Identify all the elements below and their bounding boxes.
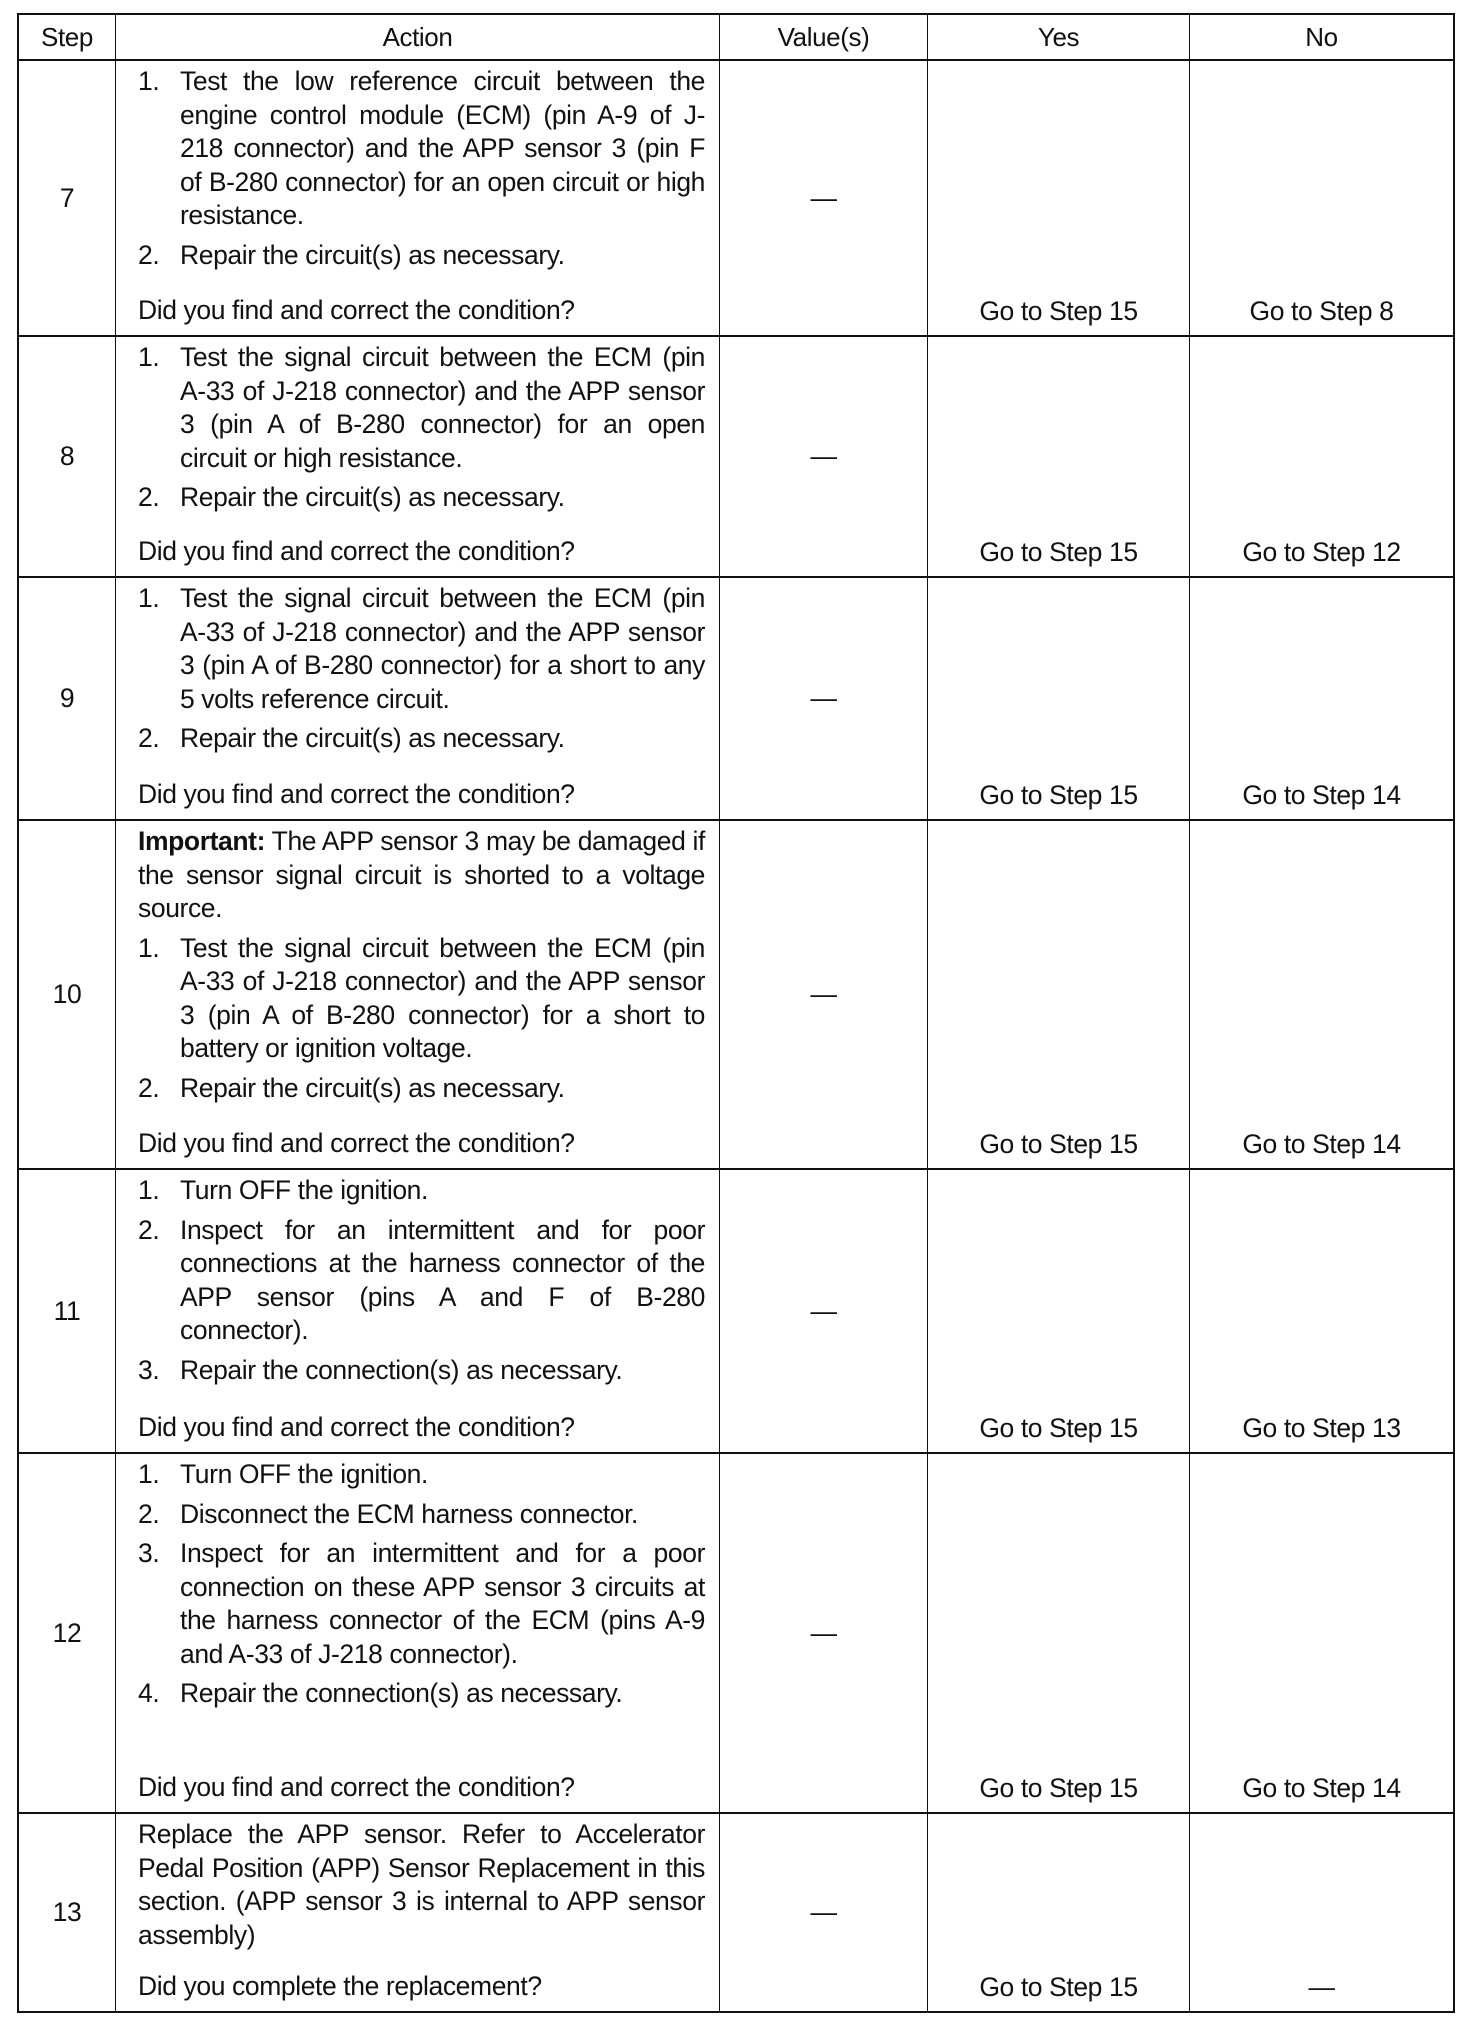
- value-cell: —: [719, 1814, 927, 2011]
- header-yes: Yes: [927, 15, 1189, 59]
- header-values: Value(s): [719, 15, 927, 59]
- step-index: 1.: [138, 66, 160, 96]
- table-row: [19, 59, 1453, 335]
- action-step: [138, 1458, 705, 1492]
- action-step: [138, 1174, 705, 1208]
- step-index: 4.: [138, 1678, 160, 1708]
- action-step: [138, 1537, 705, 1671]
- step-index: 2.: [138, 1214, 160, 1245]
- header-action: Action: [115, 15, 719, 59]
- action-step: [138, 1498, 705, 1532]
- action-note: [138, 825, 705, 926]
- table-row: [19, 1812, 1453, 2011]
- step-index: 2.: [138, 1072, 160, 1103]
- diagnostic-table: [17, 13, 1455, 2013]
- action-step: [138, 722, 705, 756]
- action-cell: [115, 1454, 719, 1812]
- step-index: 2.: [138, 1498, 160, 1529]
- step-index: 1.: [138, 1175, 160, 1205]
- action-note: [138, 1818, 705, 1952]
- yes-cell: Go to Step 15: [927, 61, 1189, 335]
- yes-cell: Go to Step 15: [927, 337, 1189, 576]
- step-text: Repair the circuit(s) as necessary.: [180, 239, 565, 270]
- question: Did you find and correct the condition?: [138, 535, 575, 566]
- value-cell: —: [719, 578, 927, 819]
- step-text: Inspect for an intermittent and for a poor connection on these APP sensor 3 circuits at the harness connector of the ECM (pins A-9 and A-33 of J-218 connector).: [180, 1538, 705, 1669]
- table-header: [19, 15, 1453, 59]
- action-step: [138, 1354, 705, 1388]
- table-row: [19, 576, 1453, 819]
- step-text: Repair the circuit(s) as necessary.: [180, 723, 565, 753]
- step-index: 1.: [138, 1459, 160, 1489]
- step-text: Repair the connection(s) as necessary.: [180, 1678, 623, 1708]
- table-row: [19, 819, 1453, 1168]
- value-cell: —: [719, 821, 927, 1168]
- step-number: 13: [52, 1897, 82, 1927]
- step-text: Test the signal circuit between the ECM (pin A-33 of J-218 connector) and the APP sensor 3 (pin A of B-280 connector) for a short to battery or ignition voltage.: [180, 932, 705, 1063]
- step-text: Turn OFF the ignition.: [180, 1459, 428, 1489]
- important-label: Important:: [138, 826, 266, 856]
- table-row: [19, 1452, 1453, 1812]
- step-number: 7: [59, 182, 75, 213]
- no-cell: Go to Step 14: [1189, 821, 1453, 1168]
- no-cell: Go to Step 14: [1189, 578, 1453, 819]
- action-cell: [115, 1814, 719, 2011]
- action-step: [138, 582, 705, 716]
- action-step: [138, 341, 705, 475]
- table-row: [19, 335, 1453, 576]
- step-number: 11: [53, 1295, 81, 1326]
- note-text: Replace the APP sensor. Refer to Accelerator Pedal Position (APP) Sensor Replacement in this section. (APP sensor 3 is internal to APP sensor assembly): [138, 1819, 705, 1950]
- yes-cell: Go to Step 15: [927, 1170, 1189, 1452]
- no-cell: Go to Step 14: [1189, 1454, 1453, 1812]
- question: Did you find and correct the condition?: [138, 778, 575, 809]
- note-text: The APP sensor 3 may be damaged if the sensor signal circuit is shorted to a voltage source.: [138, 826, 705, 923]
- step-number: 9: [59, 683, 75, 713]
- step-index: 1.: [138, 342, 160, 372]
- step-text: Repair the connection(s) as necessary.: [180, 1354, 623, 1385]
- step-number: 10: [52, 979, 82, 1009]
- question: Did you find and correct the condition?: [138, 294, 575, 325]
- question: Did you find and correct the condition?: [138, 1771, 575, 1802]
- no-cell: Go to Step 12: [1189, 337, 1453, 576]
- no-cell: Go to Step 13: [1189, 1170, 1453, 1452]
- action-cell: [115, 61, 719, 335]
- question: Did you complete the replacement?: [138, 1970, 542, 2001]
- step-index: 3.: [138, 1538, 160, 1568]
- yes-cell: Go to Step 15: [927, 1814, 1189, 2011]
- step-text: Turn OFF the ignition.: [180, 1175, 428, 1205]
- step-index: 3.: [138, 1354, 160, 1385]
- step-index: 1.: [138, 583, 160, 613]
- step-text: Test the low reference circuit between the engine control module (ECM) (pin A-9 of J-218 connector) and the APP sensor 3 (pin F of B-280 connector) for an open circuit or high resistance.: [180, 66, 705, 230]
- question: Did you find and correct the condition?: [138, 1127, 575, 1158]
- step-text: Disconnect the ECM harness connector.: [180, 1498, 639, 1529]
- header-step: Step: [41, 21, 93, 52]
- question: Did you find and correct the condition?: [138, 1411, 575, 1442]
- action-step: [138, 932, 705, 1066]
- action-step: [138, 1072, 705, 1106]
- action-cell: [115, 1170, 719, 1452]
- action-step: [138, 481, 705, 515]
- step-number: 12: [52, 1617, 82, 1648]
- action-step: [138, 65, 705, 233]
- value-cell: —: [719, 61, 927, 335]
- action-step: [138, 239, 705, 273]
- step-index: 2.: [138, 482, 160, 512]
- step-text: Repair the circuit(s) as necessary.: [180, 482, 565, 512]
- yes-cell: Go to Step 15: [927, 578, 1189, 819]
- table-row: [19, 1168, 1453, 1452]
- value-cell: —: [719, 1454, 927, 1812]
- step-index: 1.: [138, 932, 160, 963]
- value-cell: —: [719, 1170, 927, 1452]
- step-index: 2.: [138, 239, 160, 270]
- action-cell: [115, 821, 719, 1168]
- step-text: Inspect for an intermittent and for poor connections at the harness connector of the APP sensor (pins A and F of B-280 connector).: [180, 1214, 705, 1345]
- action-step: [138, 1677, 705, 1711]
- action-cell: [115, 578, 719, 819]
- step-text: Test the signal circuit between the ECM (pin A-33 of J-218 connector) and the APP sensor 3 (pin A of B-280 connector) for an open circuit or high resistance.: [180, 342, 705, 473]
- header-no: No: [1189, 15, 1453, 59]
- action-cell: [115, 337, 719, 576]
- yes-cell: Go to Step 15: [927, 1454, 1189, 1812]
- step-index: 2.: [138, 723, 160, 753]
- no-cell: —: [1189, 1814, 1453, 2011]
- step-text: Repair the circuit(s) as necessary.: [180, 1072, 565, 1103]
- yes-cell: Go to Step 15: [927, 821, 1189, 1168]
- action-step: [138, 1214, 705, 1348]
- no-cell: Go to Step 8: [1189, 61, 1453, 335]
- step-number: 8: [59, 441, 75, 471]
- step-text: Test the signal circuit between the ECM (pin A-33 of J-218 connector) and the APP sensor 3 (pin A of B-280 connector) for a short to any 5 volts reference circuit.: [180, 583, 705, 714]
- value-cell: —: [719, 337, 927, 576]
